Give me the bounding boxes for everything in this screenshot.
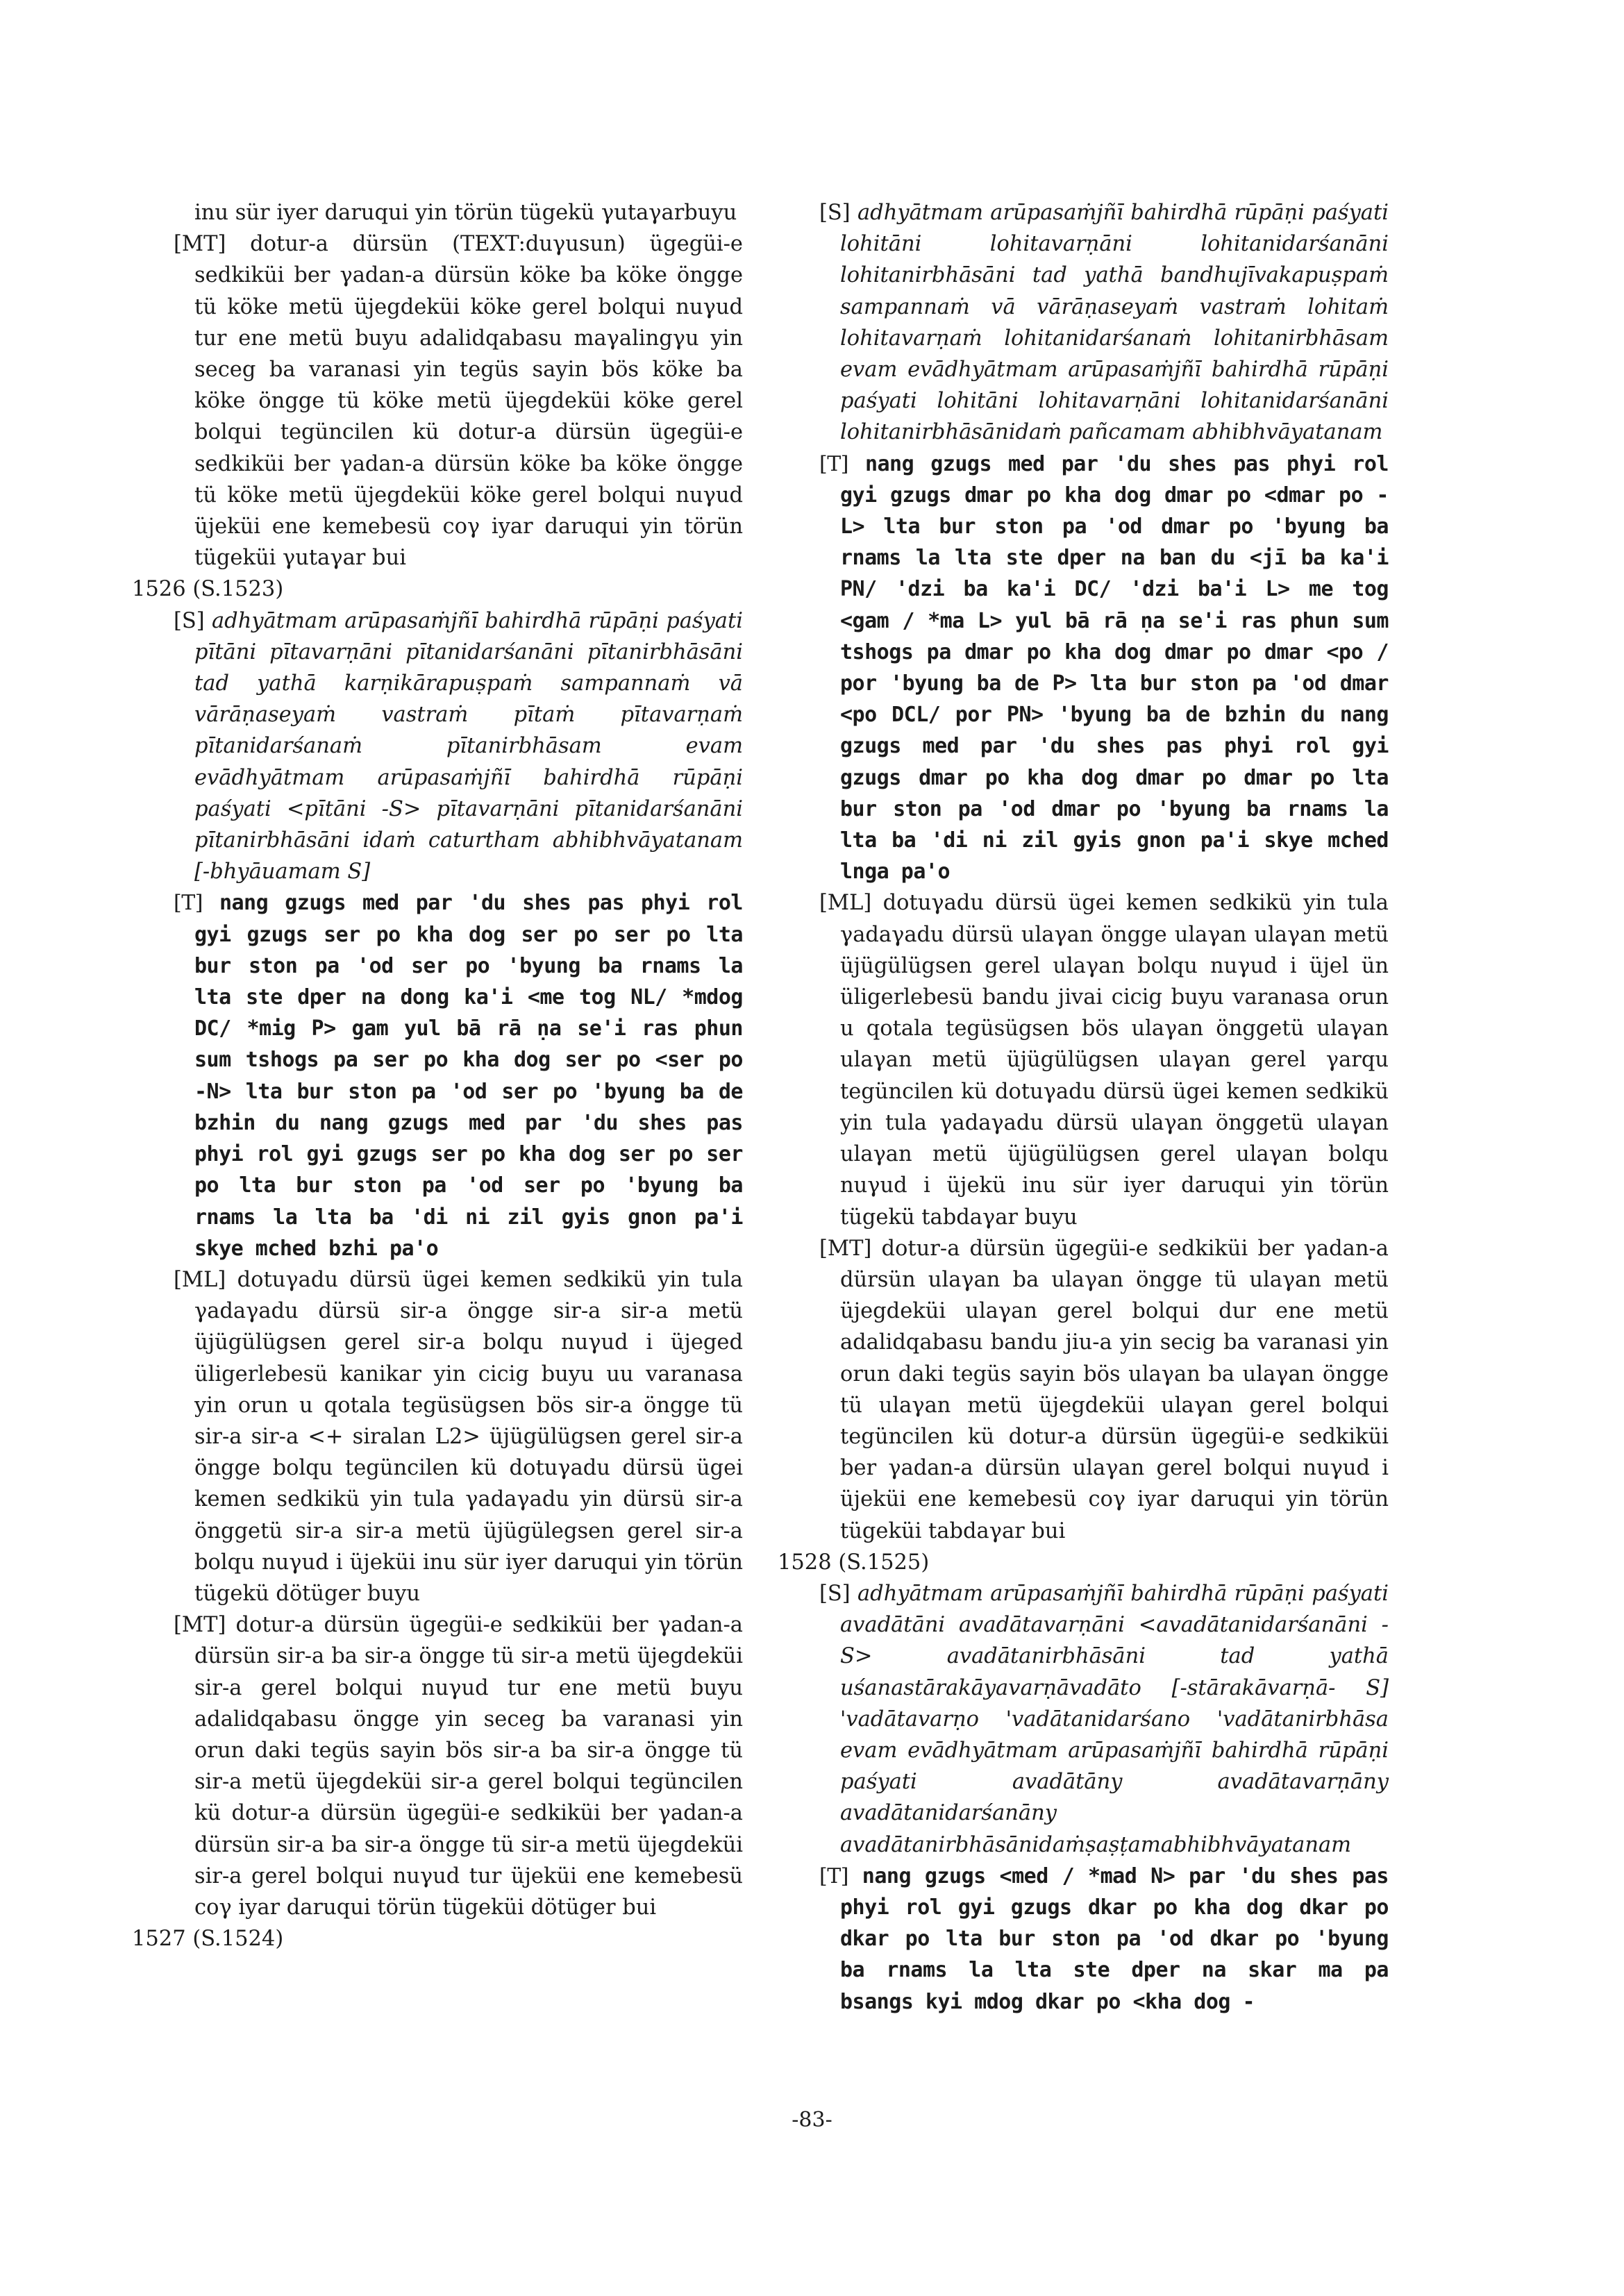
mongolian-paragraph: [778, 887, 1389, 1232]
tag-label: [ML]: [819, 891, 872, 916]
paragraph-text: dotur-a dürsün ügegüi-e sedkiküi ber γadan-a dürsün ulaγan ba ulaγan öngge tü ulaγan metü üjegdeküi ulaγan gerel bolqui dur ene metü adalidqabasu bandu jiu-a yin secig ba varanasi yin orun daki tegüs sayin bös ulaγan ba ulaγan öngge tü ulaγan metü üjegdeküi ulaγan gerel bolqui tegüncilen kü dotur-a dürsün ügegüi-e sedkiküi ber γadan-a dürsün ulaγan gerel bolqui nuγud i üjeküi ene kemebesü coγ iyar daruqui yin törün tügeküi tabdaγar bui: [840, 1236, 1389, 1543]
tag-label: [S]: [174, 608, 205, 633]
mongolian-paragraph: [778, 1233, 1389, 1547]
right-column: [778, 197, 1389, 2018]
mongolian-paragraph: [132, 1609, 743, 1923]
entry-number: 1526 (S.1523): [132, 577, 284, 602]
paragraph-text: dotuγadu dürsü ügei kemen sedkikü yin tula γadaγadu dürsü ulaγan öngge ulaγan ulaγan metü üjügülügsen gerel ulaγan bolqu nuγud i üjel ün üligerlebesü bandu jivai cicig buyu varanasa orun u qotala tegüsügsen bös ulaγan önggetü ulaγan ulaγan metü üjügülügsen ulaγan gerel γarqu tegüncilen kü dotuγadu dürsü ügei kemen sedkikü yin tula γadaγadu dürsü ulaγan önggetü ulaγan ulaγan metü üjügülügsen gerel ulaγan bolqu nuγud i üjekü inu sür iyer daruqui yin törün tügekü tabdaγar buyu: [840, 891, 1389, 1230]
tibetan-paragraph: [778, 449, 1389, 888]
tag-label: [MT]: [174, 232, 226, 257]
paragraph-text: nang gzugs <med / *mad N> par 'du shes pas phyi rol gyi gzugs dkar po kha dog dkar po dkar po lta bur ston pa 'od dkar po 'byung ba rnams la lta ste dper na skar ma pa bsangs kyi mdog dkar po <kha dog -: [840, 1863, 1389, 2014]
paragraph-text: adhyātmam arūpasaṁjñī bahirdhā rūpāṇi paśyati pītāni pītavarṇāni pītanidarśanāni pītanirbhāsāni tad yathā karṇikārapuṣpaṁ sampannaṁ vā vārāṇaseyaṁ vastraṁ pītaṁ pītavarṇaṁ pītanidarśanaṁ pītanirbhāsam evam evādhyātmam arūpasaṁjñī bahirdhā rūpāṇi paśyati <pītāni -S> pītavarṇāni pītanidarśanāni pītanirbhāsāni idaṁ caturtham abhibhvāyatanam [-bhyāuamam S]: [194, 608, 743, 885]
paragraph-text: dotuγadu dürsü ügei kemen sedkikü yin tula γadaγadu dürsü sir-a öngge sir-a sir-a metü üjügülügsen gerel sir-a bolqu nuγud i üjeged üligerlebesü kanikar yin cicig buyu uu varanasa yin orun u qotala tegüsügsen bös sir-a öngge tü sir-a sir-a <+ siralan L2> üjügülügsen gerel sir-a öngge bolqu tegüncilen kü dotuγadu dürsü ügei kemen sedkikü yin tula γadaγadu yin dürsü sir-a önggetü sir-a sir-a metü üjügülegsen gerel sir-a bolqu nuγud i üjeküi inu sür iyer daruqui yin törün tügekü dötüger buyu: [194, 1267, 743, 1606]
mongolian-paragraph: [132, 1264, 743, 1609]
tag-label: [T]: [174, 891, 203, 916]
tag-label: [MT]: [819, 1236, 872, 1261]
tag-label: [S]: [819, 201, 851, 225]
paragraph: inu sür iyer daruqui yin törün tügekü γutaγarbuyu: [194, 201, 737, 225]
page-number: -83-: [792, 2108, 832, 2132]
paragraph-text: nang gzugs med par 'du shes pas phyi rol gyi gzugs dmar po kha dog dmar po <dmar po -L> lta bur ston pa 'od dmar po 'byung ba rnams la lta ste dper na ban du <jī ba ka'i PN/ 'dzi ba ka'i DC/ 'dzi ba'i L> me tog <gam / *ma L> yul bā rā ṇa se'i ras phun sum tshogs pa dmar po kha dog dmar po dmar <po / por 'byung ba de P> lta bur ston pa 'od dmar <po DCL/ por PN> 'byung ba de bzhin du nang gzugs med par 'du shes pas phyi rol gyi gzugs dmar po kha dog dmar po dmar po lta bur ston pa 'od dmar po 'byung ba rnams la lta ba 'di ni zil gyis gnon pa'i skye mched lnga pa'o: [840, 451, 1389, 885]
paragraph-text: adhyātmam arūpasaṁjñī bahirdhā rūpāṇi paśyati lohitāni lohitavarṇāni lohitanidarśanāni lohitanirbhāsāni tad yathā bandhujīvakapuṣpaṁ sampannaṁ vā vārāṇaseyaṁ vastraṁ lohitaṁ lohitavarṇaṁ lohitanidarśanaṁ lohitanirbhāsam evam evādhyātmam arūpasaṁjñī bahirdhā rūpāṇi paśyati lohitāni lohitavarṇāni lohitanidarśanāni lohitanirbhāsānidaṁ pañcamam abhibhvāyatanam: [840, 201, 1389, 445]
sanskrit-paragraph: [132, 605, 743, 888]
tag-label: [MT]: [174, 1613, 226, 1638]
entry-number: 1528 (S.1525): [778, 1550, 930, 1575]
paragraph: [132, 228, 743, 573]
tibetan-paragraph: [132, 887, 743, 1264]
tibetan-paragraph: [778, 1861, 1389, 2018]
paragraph-text: nang gzugs med par 'du shes pas phyi rol gyi gzugs ser po kha dog ser po ser po lta bur ston pa 'od ser po 'byung ba rnams la lta ste dper na dong ka'i <me tog NL/ *mdog DC/ *mig P> gam yul bā rā ṇa se'i ras phun sum tshogs pa ser po kha dog ser po <ser po -N> lta bur ston pa 'od ser po 'byung ba de bzhin du nang gzugs med par 'du shes pas phyi rol gyi gzugs ser po kha dog ser po ser po lta bur ston pa 'od ser po 'byung ba rnams la lta ba 'di ni zil gyis gnon pa'i skye mched bzhi pa'o: [194, 891, 743, 1261]
sanskrit-paragraph: [778, 1578, 1389, 1861]
sanskrit-paragraph: [778, 197, 1389, 449]
tag-label: [ML]: [174, 1267, 226, 1292]
entry-number: 1527 (S.1524): [132, 1927, 284, 1952]
left-column: [132, 197, 743, 1954]
tag-label: [T]: [819, 1863, 848, 1888]
paragraph-text: dotur-a dürsün (TEXT:duγusun) ügegüi-e sedkiküi ber γadan-a dürsün köke ba köke öngge tü köke metü üjegdeküi köke gerel bolqui nuγud tur ene metü buyu adalidqabasu maγalingγu yin seceg ba varanasi yin tegüs sayin bös köke ba köke öngge tü köke metü üjegdeküi köke gerel bolqui tegüncilen kü dotur-a dürsün ügegüi-e sedkiküi ber γadan-a dürsün köke ba köke öngge tü köke metü üjegdeküi köke gerel bolqui nuγud üjeküi ene kemebesü coγ iyar daruqui yin törün tügeküi γutaγar bui: [194, 232, 743, 571]
tag-label: [T]: [819, 451, 848, 476]
tag-label: [S]: [819, 1581, 851, 1606]
paragraph-text: adhyātmam arūpasaṁjñī bahirdhā rūpāṇi paśyati avadātāni avadātavarṇāni <avadātanidarśanāni -S> avadātanirbhāsāni tad yathā uśanastārakāyavarṇāvadāto [-stārakāvarṇā- S] 'vadātavarṇo 'vadātanidarśano 'vadātanirbhāsa evam evādhyātmam arūpasaṁjñī bahirdhā rūpāṇi paśyati avadātāny avadātavarṇāny avadātanidarśanāny avadātanirbhāsānidaṁṣaṣṭamabhibhvāyatanam: [840, 1581, 1389, 1857]
paragraph-text: dotur-a dürsün ügegüi-e sedkiküi ber γadan-a dürsün sir-a ba sir-a öngge tü sir-a metü üjegdeküi sir-a gerel bolqui nuγud tur ene metü buyu adalidqabasu öngge yin seceg ba varanasi yin orun daki tegüs sayin bös sir-a ba sir-a öngge tü sir-a metü üjegdeküi sir-a gerel bolqui tegüncilen kü dotur-a dürsün ügegüi-e sedkiküi ber γadan-a dürsün sir-a ba sir-a öngge tü sir-a metü üjegdeküi sir-a gerel bolqui nuγud tur üjeküi ene kemebesü coγ iyar daruqui törün tügeküi dötüger bui: [194, 1613, 743, 1920]
